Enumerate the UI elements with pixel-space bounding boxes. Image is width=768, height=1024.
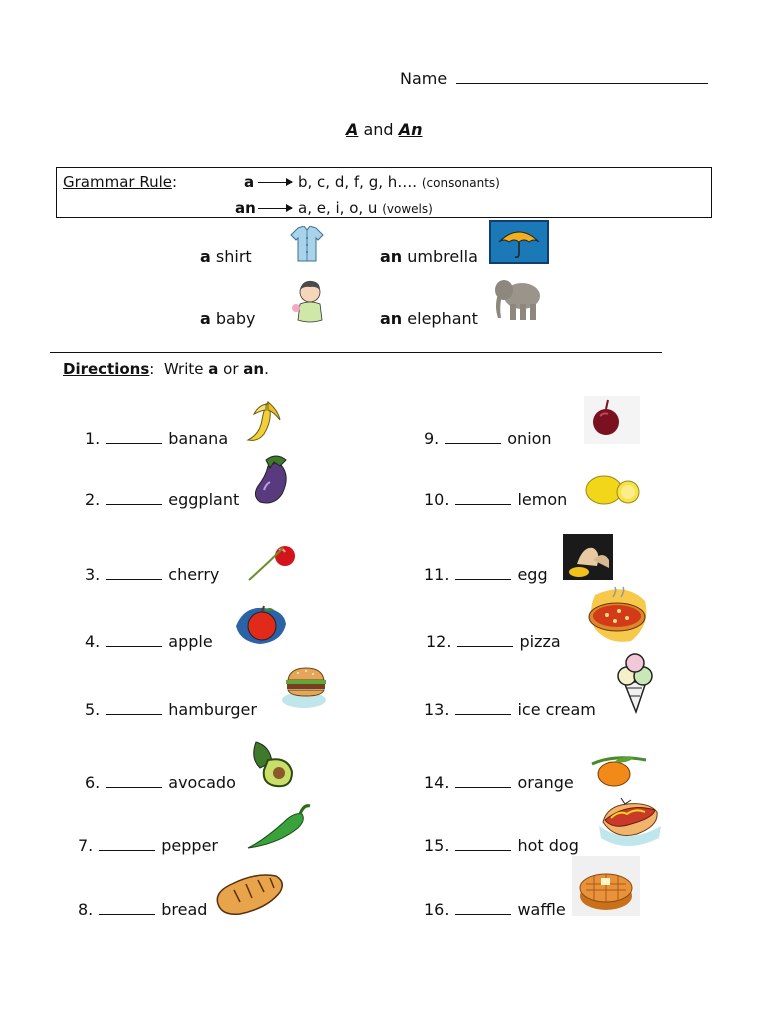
list-item: 10. lemon bbox=[424, 490, 568, 509]
example-elephant: an elephant bbox=[380, 309, 478, 328]
lemon-icon bbox=[584, 470, 642, 510]
name-label: Name bbox=[400, 69, 448, 88]
name-input-line[interactable] bbox=[456, 69, 708, 84]
orange-icon bbox=[584, 748, 650, 790]
hamburger-icon bbox=[278, 664, 334, 712]
answer-blank[interactable] bbox=[455, 565, 511, 580]
apple-icon bbox=[234, 602, 288, 646]
list-item: 14. orange bbox=[424, 773, 574, 792]
umbrella-icon bbox=[489, 220, 549, 264]
cherry-icon bbox=[247, 538, 297, 582]
list-item: 9. onion bbox=[424, 429, 552, 448]
list-item: 4. apple bbox=[85, 632, 213, 651]
directions: Directions: Write a or an. bbox=[63, 360, 269, 378]
list-item: 3. cherry bbox=[85, 565, 220, 584]
answer-blank[interactable] bbox=[455, 700, 511, 715]
list-item: 8. bread bbox=[78, 900, 208, 919]
list-item: 11. egg bbox=[424, 565, 548, 584]
list-item: 16. waffle bbox=[424, 900, 566, 919]
answer-blank[interactable] bbox=[106, 490, 162, 505]
answer-blank[interactable] bbox=[106, 632, 162, 647]
list-item: 12. pizza bbox=[426, 632, 561, 651]
waffle-icon bbox=[572, 856, 640, 916]
answer-blank[interactable] bbox=[106, 565, 162, 580]
example-baby: a baby bbox=[200, 309, 256, 328]
arrow-icon bbox=[258, 208, 292, 209]
list-item: 5. hamburger bbox=[85, 700, 257, 719]
list-item: 15. hot dog bbox=[424, 836, 579, 855]
answer-blank[interactable] bbox=[455, 900, 511, 915]
rule-row-vowels: an a, e, i, o, u (vowels) bbox=[235, 199, 433, 217]
arrow-icon bbox=[258, 182, 292, 183]
pepper-icon bbox=[244, 800, 312, 852]
answer-blank[interactable] bbox=[99, 900, 155, 915]
list-item: 6. avocado bbox=[85, 773, 236, 792]
answer-blank[interactable] bbox=[455, 490, 511, 505]
answer-blank[interactable] bbox=[457, 632, 513, 647]
rule-row-consonants: a b, c, d, f, g, h…. (consonants) bbox=[244, 173, 500, 191]
eggplant-icon bbox=[252, 450, 294, 506]
answer-blank[interactable] bbox=[455, 773, 511, 788]
answer-blank[interactable] bbox=[455, 836, 511, 851]
answer-blank[interactable] bbox=[445, 429, 501, 444]
bread-icon bbox=[212, 868, 286, 918]
example-shirt: a shirt bbox=[200, 247, 252, 266]
list-item: 1. banana bbox=[85, 429, 229, 448]
list-item: 7. pepper bbox=[78, 836, 218, 855]
pizza-icon bbox=[585, 585, 651, 645]
answer-blank[interactable] bbox=[106, 773, 162, 788]
egg-icon bbox=[563, 534, 613, 580]
page-title: A and An bbox=[346, 120, 423, 139]
grammar-rule-label: Grammar Rule: bbox=[63, 173, 178, 191]
list-item: 2. eggplant bbox=[85, 490, 240, 509]
ice-cream-icon bbox=[612, 652, 658, 714]
avocado-icon bbox=[248, 738, 298, 790]
shirt-icon bbox=[290, 226, 324, 262]
hot-dog-icon bbox=[597, 796, 663, 850]
answer-blank[interactable] bbox=[106, 700, 162, 715]
example-umbrella: an umbrella bbox=[380, 247, 478, 266]
baby-icon bbox=[290, 278, 326, 326]
answer-blank[interactable] bbox=[106, 429, 162, 444]
name-line bbox=[400, 69, 708, 88]
onion-icon bbox=[584, 396, 640, 444]
section-divider bbox=[50, 352, 662, 353]
list-item: 13. ice cream bbox=[424, 700, 596, 719]
answer-blank[interactable] bbox=[99, 836, 155, 851]
elephant-icon bbox=[492, 274, 544, 322]
banana-icon bbox=[244, 398, 284, 444]
